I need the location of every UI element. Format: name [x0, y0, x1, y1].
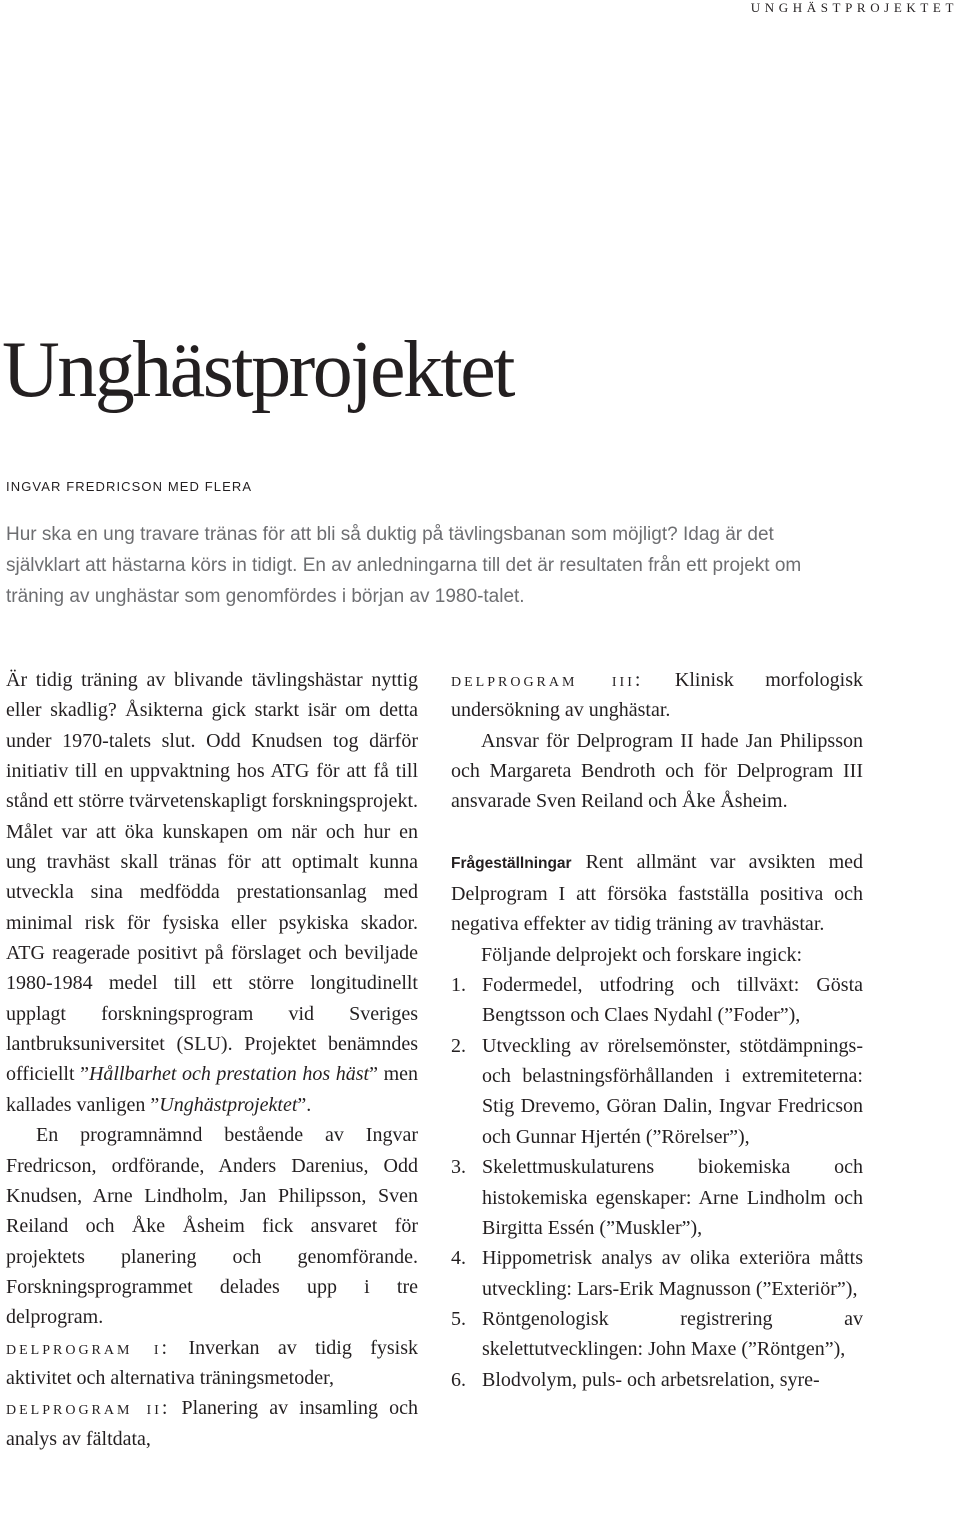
- body-text: ” men kallades vanligen ”: [6, 1063, 419, 1116]
- subproject-list: [451, 970, 863, 1395]
- delprogram-1-label: delprogram i:: [6, 1336, 171, 1359]
- list-item: [451, 1031, 863, 1152]
- right-column: [451, 665, 863, 1395]
- list-item: [451, 1365, 863, 1395]
- list-number: 5.: [451, 1307, 466, 1330]
- author-byline: INGVAR FREDRICSON MED FLERA: [6, 479, 253, 494]
- section-subheading: Frågeställningar: [451, 854, 572, 872]
- body-paragraph-intro: [6, 665, 418, 1120]
- list-item-text: Röntgenologisk registrering av skelettutvecklingen: John Maxe (”Röntgen”),: [482, 1307, 863, 1361]
- page-title: Unghästprojektet: [2, 326, 513, 414]
- delprogram-1: [6, 1333, 418, 1394]
- lead-paragraph: Hur ska en ung travare tränas för att bli så duktig på tävlingsbanan som möjligt? Idag är det självklart att hästarna körs in tidigt. En av anledningarna till det är resultaten från ett projekt om träning av unghästar som genomfördes i början av 1980-talet.: [6, 524, 802, 607]
- list-item-text: Fodermedel, utfodring och tillväxt: Gösta Bengtsson och Claes Nydahl (”Foder”),: [482, 974, 863, 1027]
- list-number: 6.: [451, 1368, 466, 1391]
- delprogram-3-label: delprogram iii:: [451, 669, 644, 691]
- delprogram-2: [6, 1393, 418, 1454]
- body-paragraph-committee: En programnämnd bestående av Ingvar Fredricson, ordförande, Anders Darenius, Odd Knudsen, Arne Lindholm, Jan Philipsson, Sven Reiland och Åke Åsheim fick ansvaret för projektets planering och genomförande. Forskningsprogrammet delades upp i tre delprogram.: [6, 1124, 418, 1329]
- delprogram-2-label: delprogram ii:: [6, 1397, 171, 1420]
- body-text: ”.: [297, 1093, 312, 1116]
- list-item-text: Utveckling av rörelsemönster, stötdämpnings- och belastningsförhållanden i extremiteterna: Stig Drevemo, Göran Dalin, Ingvar Fredricson och Gunnar Hjertén (”Rörelser”),: [482, 1034, 863, 1148]
- left-column: [6, 665, 418, 1454]
- section-questions: [451, 847, 863, 940]
- section-questions-text: Rent allmänt var avsikten med Delprogram I att försöka fastställa positiva och negativa effekter av tidig träning av travhästar.: [451, 850, 863, 936]
- running-head: UNGHÄSTPROJEKTET: [750, 0, 958, 15]
- delprogram-3: [451, 665, 863, 726]
- list-number: 1.: [451, 974, 466, 997]
- list-item: [451, 1243, 863, 1304]
- delprogram-2-text: Planering av insamling och analys av fältdata,: [6, 1397, 419, 1450]
- list-number: 4.: [451, 1247, 466, 1270]
- delprogram-3-text: Klinisk morfologisk undersökning av unghästar.: [451, 669, 864, 722]
- project-nickname: Unghästprojektet: [159, 1093, 298, 1116]
- list-item-text: Skelettmuskulaturens biokemiska och histokemiska egenskaper: Arne Lindholm och Birgitta Essén (”Muskler”),: [482, 1156, 863, 1239]
- list-item-text: Hippometrisk analys av olika exteriöra måtts utveckling: Lars-Erik Magnusson (”Exteriör”),: [482, 1247, 863, 1300]
- list-number: 2.: [451, 1034, 466, 1057]
- list-item: [451, 1304, 863, 1365]
- list-item-text: Blodvolym, puls- och arbetsrelation, syre-: [482, 1368, 820, 1391]
- delprogram-1-text: Inverkan av tidig fysisk aktivitet och alternativa träningsmetoder,: [6, 1336, 418, 1389]
- list-item: [451, 1152, 863, 1243]
- body-text: Är tidig träning av blivande tävlingshästar nyttig eller skadlig? Åsikterna gick starkt isär om detta under 1970-talets slut. Odd Knudsen tog därför initiativ till en uppvaktning hos ATG för att få till stånd ett större tvärvetenskapligt forskningsprojekt. Målet var att öka kunskapen om när och hur en ung travhäst skall tränas för att optimalt kunna utveckla sina medfödda prestationsanlag med minimal risk för fysiska eller psykiska skador. ATG reagerade positivt på förslaget och beviljade 1980-1984 medel till ett större longitudinellt upplagt forskningsprogram vid Sveriges lantbruksuniversitet (SLU). Projektet benämndes officiellt ”: [6, 669, 418, 1086]
- list-intro: Följande delprojekt och forskare ingick:: [481, 943, 803, 966]
- official-project-name: Hållbarhet och prestation hos häst: [88, 1063, 370, 1086]
- body-paragraph-responsibility: Ansvar för Delprogram II hade Jan Philipsson och Margareta Bendroth och för Delprogram III ansvarade Sven Reiland och Åke Åsheim.: [451, 729, 863, 813]
- list-item: [451, 970, 863, 1031]
- list-number: 3.: [451, 1156, 466, 1179]
